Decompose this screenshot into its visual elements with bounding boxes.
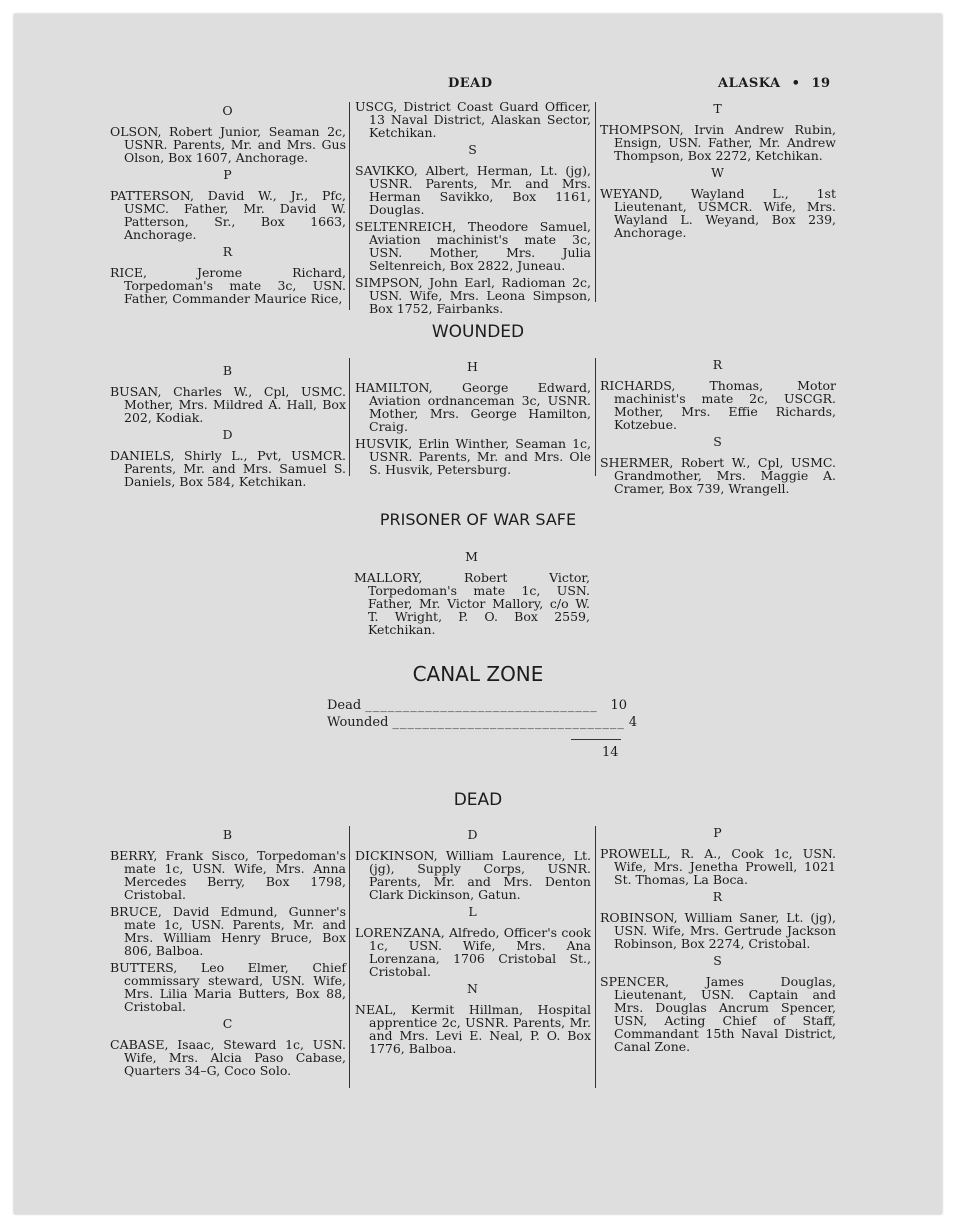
summary-row-wounded (327, 715, 638, 732)
index-letter: P (223, 167, 233, 182)
casualty-entry: SIMPSON, John Earl, Radioman 2c, USN. Wife, Mrs. Leona Simpson, Box 1752, Fairbanks. (355, 275, 591, 316)
index-letter: L (468, 904, 478, 919)
index-letter: C (222, 1016, 234, 1031)
casualty-entry: SHERMER, Robert W., Cpl, USMC. Grandmother, Mrs. Maggie A. Cramer, Box 739, Wrangell. (600, 455, 836, 496)
summary-value: 10 (610, 698, 627, 713)
casualty-entry: HAMILTON, George Edward, Aviation ordnanceman 3c, USNR. Mother, Mrs. George Hamilton, Craig. (355, 380, 591, 434)
casualty-entry: RICE, Jerome Richard, Torpedoman's mate 3c, USN. Father, Commander Maurice Rice, (110, 265, 346, 306)
index-letter: S (468, 142, 478, 157)
index-letter: S (713, 434, 723, 449)
index-letter: H (467, 359, 479, 374)
page-section-title: DEAD (448, 76, 493, 91)
index-letter: S (713, 953, 723, 968)
casualty-entry: BUSAN, Charles W., Cpl, USMC. Mother, Mrs. Mildred A. Hall, Box 202, Kodiak. (110, 384, 346, 425)
leader-dots: _______________________________ (392, 715, 625, 730)
alaska-dead-col2 (355, 100, 591, 319)
wounded-col2 (355, 356, 591, 480)
casualty-entry: SAVIKKO, Albert, Herman, Lt. (jg), USNR. Parents, Mr. and Mrs. Herman Savikko, Box 1161, Douglas. (355, 163, 591, 217)
column-rule (595, 826, 596, 1088)
running-header-text: ALASKA (718, 76, 781, 91)
summary-total: 14 (602, 745, 619, 760)
casualty-entry: BUTTERS, Leo Elmer, Chief commissary steward, USN. Wife, Mrs. Lilia Maria Butters, Box 88, Cristobal. (110, 960, 346, 1014)
casualty-entry: SELTENREICH, Theodore Samuel, Aviation machinist's mate 3c, USN. Mother, Mrs. Julia Seltenreich, Box 2822, Juneau. (355, 219, 591, 273)
wounded-heading: WOUNDED (431, 322, 525, 342)
casualty-entry: BERRY, Frank Sisco, Torpedoman's mate 1c, USN. Wife, Mrs. Anna Mercedes Berry, Box 1798, Cristobal. (110, 848, 346, 902)
column-rule (349, 826, 350, 1088)
index-letter: M (465, 549, 479, 564)
index-letter: N (467, 981, 479, 996)
casualty-entry: OLSON, Robert Junior, Seaman 2c, USNR. Parents, Mr. and Mrs. Gus Olson, Box 1607, Anchorage. (110, 124, 346, 165)
index-letter: R (222, 244, 234, 259)
casualty-entry: ROBINSON, William Saner, Lt. (jg), USN. Wife, Mrs. Gertrude Jackson Robinson, Box 2274, Cristobal. (600, 910, 836, 951)
column-rule (349, 358, 350, 476)
casualty-entry: DICKINSON, William Laurence, Lt. (jg), Supply Corps, USNR. Parents, Mr. and Mrs. Denton Clark Dickinson, Gatun. (355, 848, 591, 902)
wounded-col1 (110, 360, 346, 492)
index-letter: B (222, 827, 234, 842)
header-bullet: • (791, 76, 801, 91)
pow-heading: PRISONER OF WAR SAFE (379, 510, 577, 529)
summary-row-dead (327, 698, 627, 715)
column-rule (595, 102, 596, 302)
index-letter: O (222, 103, 234, 118)
index-letter: R (712, 889, 724, 904)
pow-col (354, 546, 590, 640)
casualty-entry: USCG, District Coast Guard Officer, 13 Naval District, Alaskan Sector, Ketchikan. (355, 99, 591, 140)
index-letter: D (467, 827, 479, 842)
casualty-entry: HUSVIK, Erlin Winther, Seaman 1c, USNR. Parents, Mr. and Mrs. Ole S. Husvik, Petersburg. (355, 436, 591, 477)
canal-zone-heading: CANAL ZONE (412, 662, 544, 686)
index-letter: P (713, 825, 723, 840)
casualty-entry: PROWELL, R. A., Cook 1c, USN. Wife, Mrs. Jenetha Prowell, 1021 St. Thomas, La Boca. (600, 846, 836, 887)
total-rule (571, 739, 621, 740)
index-letter: W (711, 165, 725, 180)
canal-dead-col2 (355, 824, 591, 1059)
casualty-entry: PATTERSON, David W., Jr., Pfc, USMC. Father, Mr. David W. Patterson, Sr., Box 1663, Anchorage. (110, 188, 346, 242)
canal-dead-heading: DEAD (453, 790, 503, 810)
summary-table (327, 698, 638, 732)
summary-label: Wounded (327, 715, 389, 730)
casualty-entry: LORENZANA, Alfredo, Officer's cook 1c, USN. Wife, Mrs. Ana Lorenzana, 1706 Cristobal St., Cristobal. (355, 925, 591, 979)
casualty-entry: CABASE, Isaac, Steward 1c, USN. Wife, Mrs. Alcia Paso Cabase, Quarters 34–G, Coco Solo. (110, 1037, 346, 1078)
alaska-dead-col1 (110, 100, 346, 309)
casualty-entry: DANIELS, Shirly L., Pvt, USMCR. Parents, Mr. and Mrs. Samuel S. Daniels, Box 584, Ketchikan. (110, 448, 346, 489)
alaska-dead-col3 (600, 98, 836, 243)
index-letter: T (713, 101, 723, 116)
page-number: 19 (811, 76, 831, 91)
casualty-entry: WEYAND, Wayland L., 1st Lieutenant, USMCR. Wife, Mrs. Wayland L. Weyand, Box 239, Anchorage. (600, 186, 836, 240)
casualty-entry: NEAL, Kermit Hillman, Hospital apprentice 2c, USNR. Parents, Mr. and Mrs. Levi E. Neal, P. O. Box 1776, Balboa. (355, 1002, 591, 1056)
summary-value: 4 (628, 715, 638, 730)
canal-dead-col3 (600, 822, 836, 1057)
column-rule (349, 102, 350, 310)
casualty-entry: RICHARDS, Thomas, Motor machinist's mate 2c, USCGR. Mother, Mrs. Effie Richards, Kotzebue. (600, 378, 836, 432)
summary-label: Dead (327, 698, 362, 713)
casualty-entry: SPENCER, James Douglas, Lieutenant, USN. Captain and Mrs. Douglas Ancrum Spencer, USN, Acting Chief of Staff, Commandant 15th Naval District, Canal Zone. (600, 974, 836, 1054)
canal-dead-col1 (110, 824, 346, 1081)
casualty-entry: BRUCE, David Edmund, Gunner's mate 1c, USN. Parents, Mr. and Mrs. William Henry Bruce, Box 806, Balboa. (110, 904, 346, 958)
index-letter: D (222, 427, 234, 442)
casualty-entry: MALLORY, Robert Victor, Torpedoman's mate 1c, USN. Father, Mr. Victor Mallory, c/o W. T. Wright, P. O. Box 2559, Ketchikan. (354, 570, 590, 637)
casualty-entry: THOMPSON, Irvin Andrew Rubin, Ensign, USN. Father, Mr. Andrew Thompson, Box 2272, Ketchikan. (600, 122, 836, 163)
wounded-col3 (600, 354, 836, 499)
index-letter: R (712, 357, 724, 372)
index-letter: B (222, 363, 234, 378)
running-header (718, 76, 831, 91)
leader-dots: _______________________________ (365, 698, 598, 713)
column-rule (595, 358, 596, 476)
